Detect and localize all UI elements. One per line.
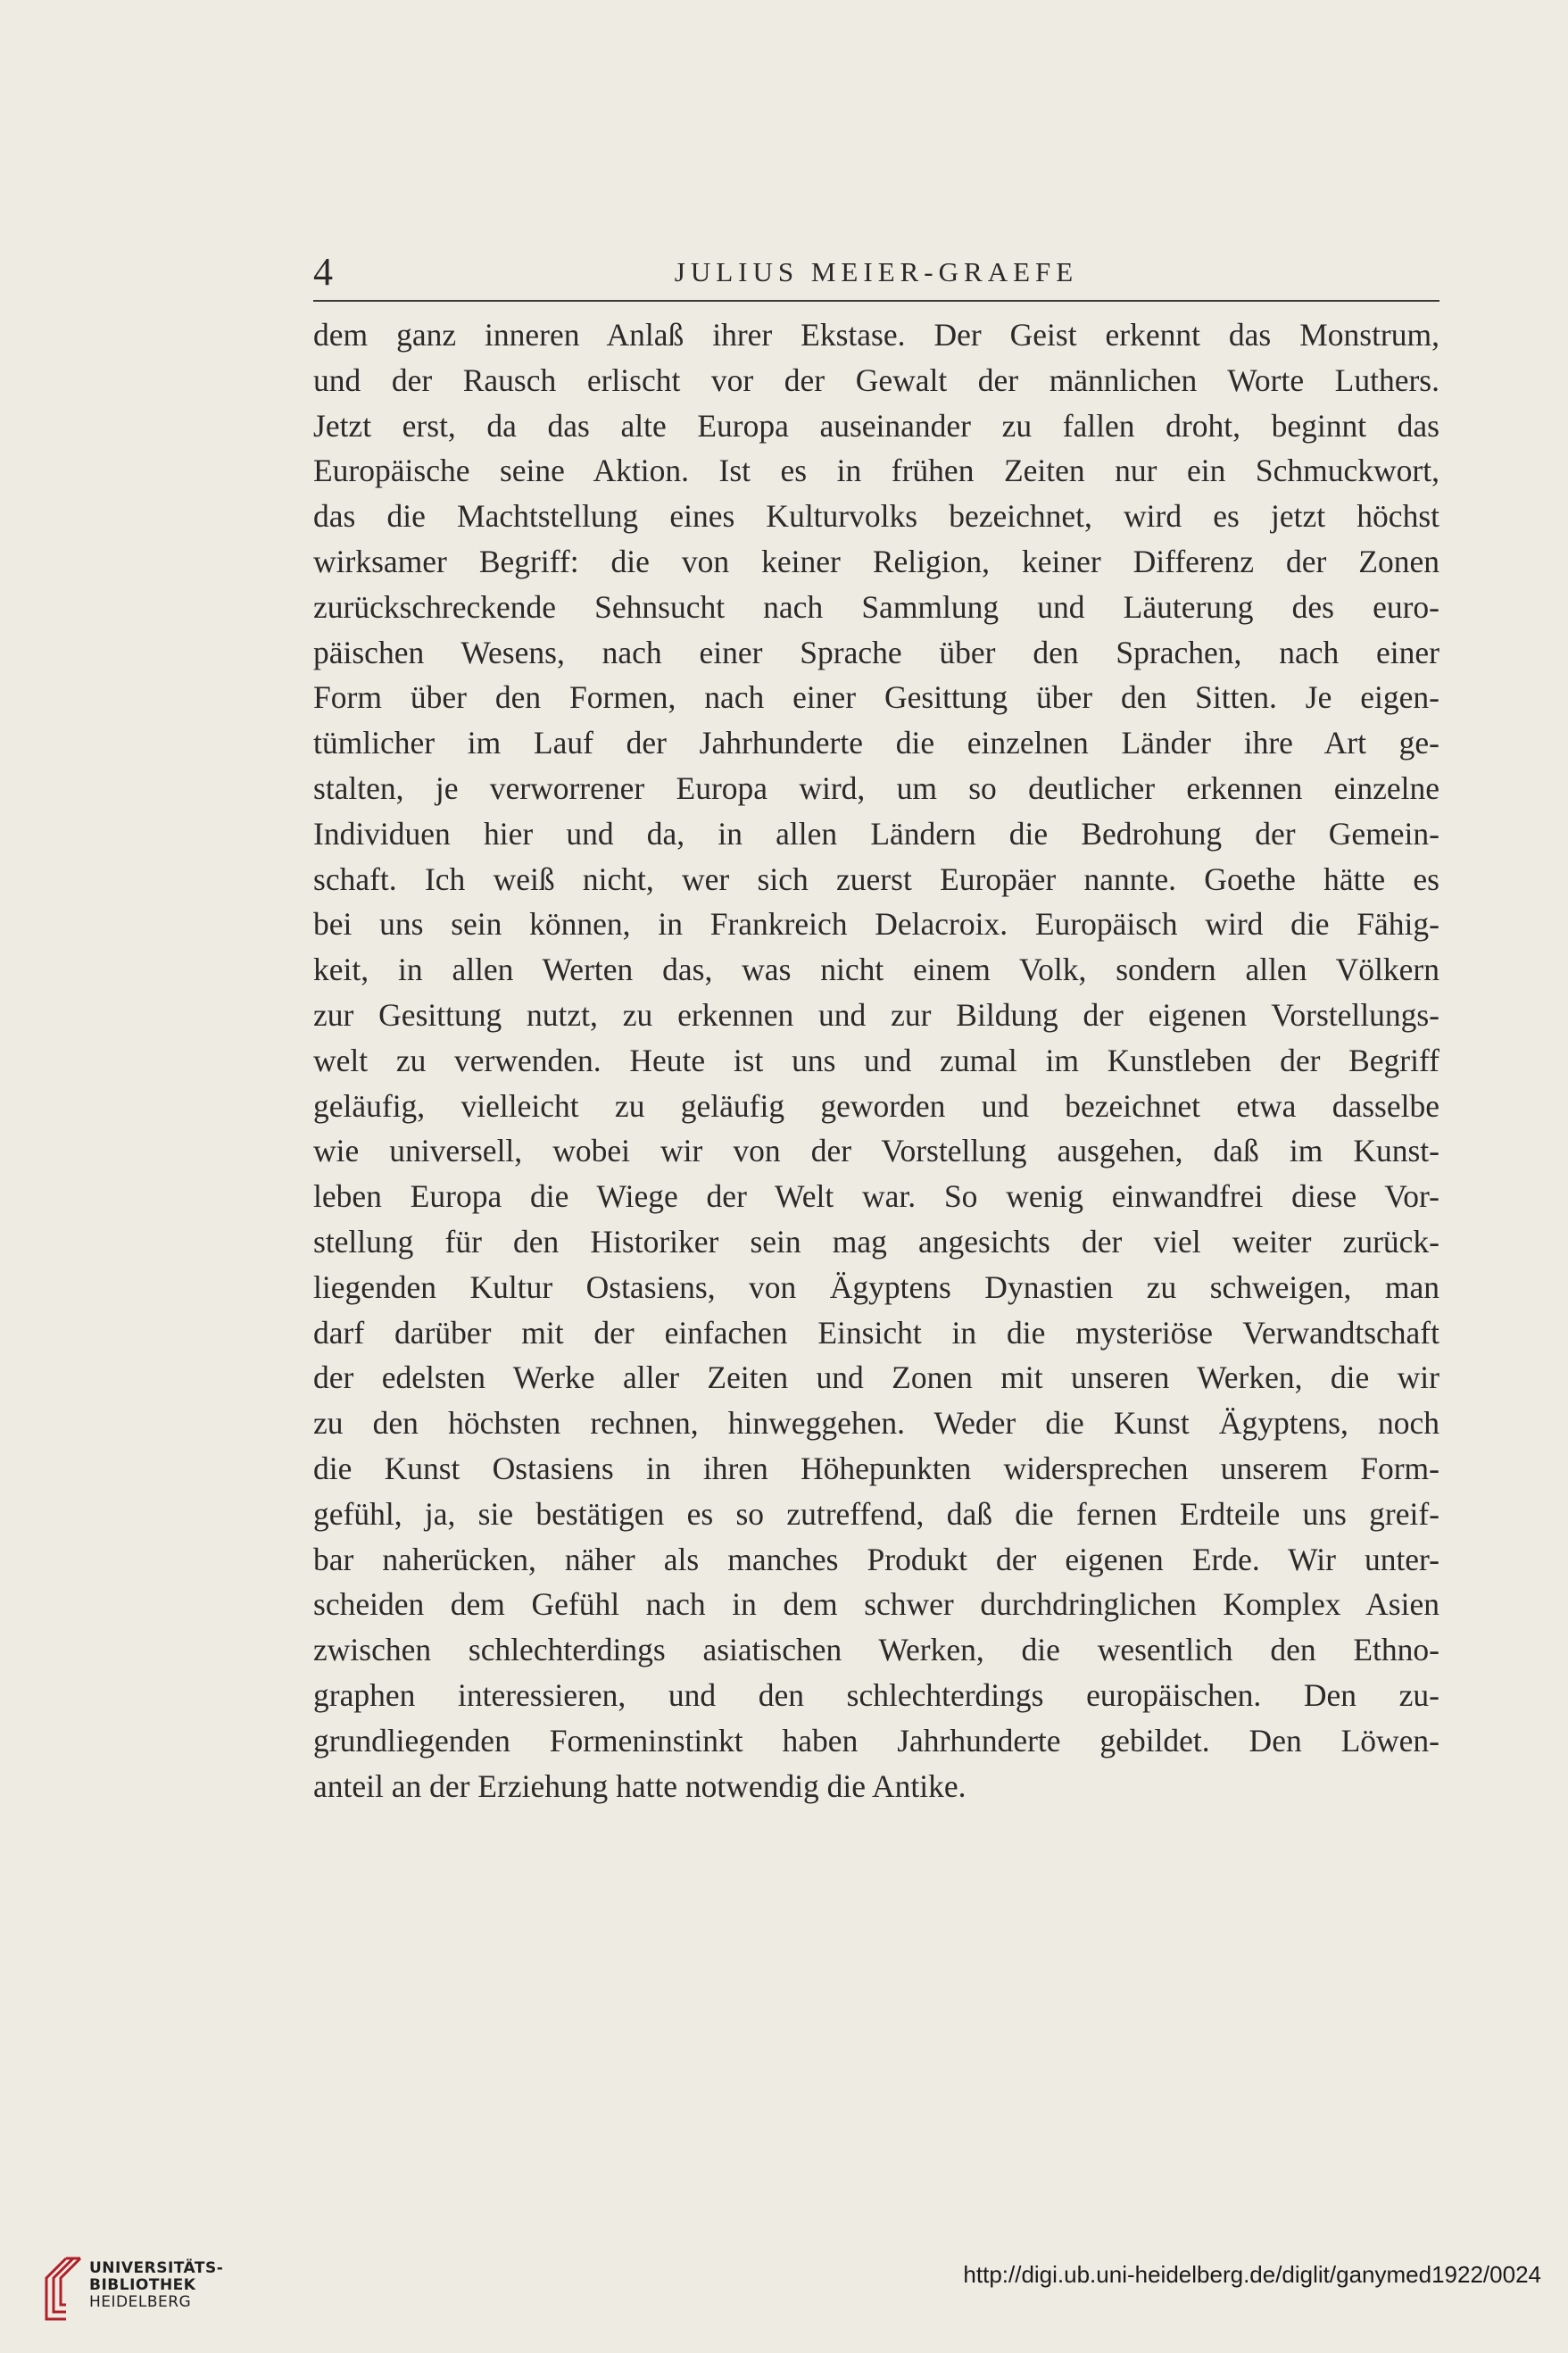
library-name-line: UNIVERSITÄTS- [89,2259,224,2277]
text-line: liegenden Kultur Ostasiens, von Ägyptens Dynastien zu schweigen, man [313,1268,1439,1305]
header-rule [313,300,1439,302]
text-line: das die Machtstellung eines Kulturvolks bezeichnet, wird es jetzt höchst [313,498,1439,535]
source-url[interactable]: http://digi.ub.uni-heidelberg.de/diglit/ganymed1922/0024 [963,2261,1541,2288]
library-logo-icon [39,2255,89,2323]
text-line: Form über den Formen, nach einer Gesittung über den Sitten. Je eigen- [313,679,1439,716]
text-line: zurückschreckende Sehnsucht nach Sammlung und Läuterung des euro- [313,588,1439,625]
text-line: schaft. Ich weiß nicht, wer sich zuerst Europäer nannte. Goethe hätte es [313,861,1439,897]
text-line: zu den höchsten rechnen, hinweggehen. Weder die Kunst Ägyptens, noch [313,1405,1439,1442]
page-header [313,245,1439,299]
text-line: zur Gesittung nutzt, zu erkennen und zur Bildung der eigenen Vorstellungs- [313,996,1439,1033]
text-line: Individuen hier und da, in allen Ländern die Bedrohung der Gemein- [313,815,1439,852]
text-line: der edelsten Werke aller Zeiten und Zonen mit unseren Werken, die wir [313,1359,1439,1396]
text-line: bei uns sein können, in Frankreich Delacroix. Europäisch wird die Fähig- [313,906,1439,943]
text-line: gefühl, ja, sie bestätigen es so zutreffend, daß die fernen Erdteile uns greif- [313,1495,1439,1532]
text-line: darf darüber mit der einfachen Einsicht in die mysteriöse Verwandtschaft [313,1314,1439,1351]
library-name [89,2260,223,2311]
text-line: geläufig, vielleicht zu geläufig geworden und bezeichnet etwa dasselbe [313,1087,1439,1124]
text-line: und der Rausch erlischt vor der Gewalt der männlichen Worte Luthers. [313,362,1439,398]
text-line: wie universell, wobei wir von der Vorstellung ausgehen, daß im Kunst- [313,1133,1439,1169]
page-number: 4 [313,250,333,294]
text-line: die Kunst Ostasiens in ihren Höhepunkten widersprechen unserem Form- [313,1450,1439,1486]
text-line: dem ganz inneren Anlaß ihrer Ekstase. Der Geist erkennt das Monstrum, [313,317,1439,353]
text-line: zwischen schlechterdings asiatischen Werken, die wesentlich den Ethno- [313,1632,1439,1668]
text-line: wirksamer Begriff: die von keiner Religion, keiner Differenz der Zonen [313,543,1439,579]
text-line: scheiden dem Gefühl nach in dem schwer durchdringlichen Komplex Asien [313,1586,1439,1623]
footer [0,2239,1568,2353]
text-line: stalten, je verworrener Europa wird, um so deutlicher erkennen einzelne [313,769,1439,806]
text-line: tümlicher im Lauf der Jahrhunderte die einzelnen Länder ihre Art ge- [313,725,1439,761]
text-line: grundliegenden Formeninstinkt haben Jahrhunderte gebildet. Den Löwen- [313,1722,1439,1759]
text-line: keit, in allen Werten das, was nicht einem Volk, sondern allen Völkern [313,952,1439,988]
text-line: stellung für den Historiker sein mag angesichts der viel weiter zurück- [313,1223,1439,1260]
text-line: Jetzt erst, da das alte Europa auseinander zu fallen droht, beginnt das [313,407,1439,444]
library-name-line: HEIDELBERG [89,2293,192,2311]
text-line: leben Europa die Wiege der Welt war. So wenig einwandfrei diese Vor- [313,1178,1439,1215]
body-text [313,312,1439,1808]
text-line: welt zu verwenden. Heute ist uns und zumal im Kunstleben der Begriff [313,1042,1439,1078]
library-name-line: BIBLIOTHEK [89,2276,196,2294]
text-line: bar naherücken, näher als manches Produkt der eigenen Erde. Wir unter- [313,1541,1439,1577]
text-line: Europäische seine Aktion. Ist es in frühen Zeiten nur ein Schmuckwort, [313,453,1439,489]
running-title: JULIUS MEIER-GRAEFE [674,256,1079,287]
text-line: graphen interessieren, und den schlechterdings europäischen. Den zu- [313,1676,1439,1713]
text-line: päischen Wesens, nach einer Sprache über den Sprachen, nach einer [313,634,1439,670]
text-line: anteil an der Erziehung hatte notwendig die Antike. [313,1767,967,1804]
